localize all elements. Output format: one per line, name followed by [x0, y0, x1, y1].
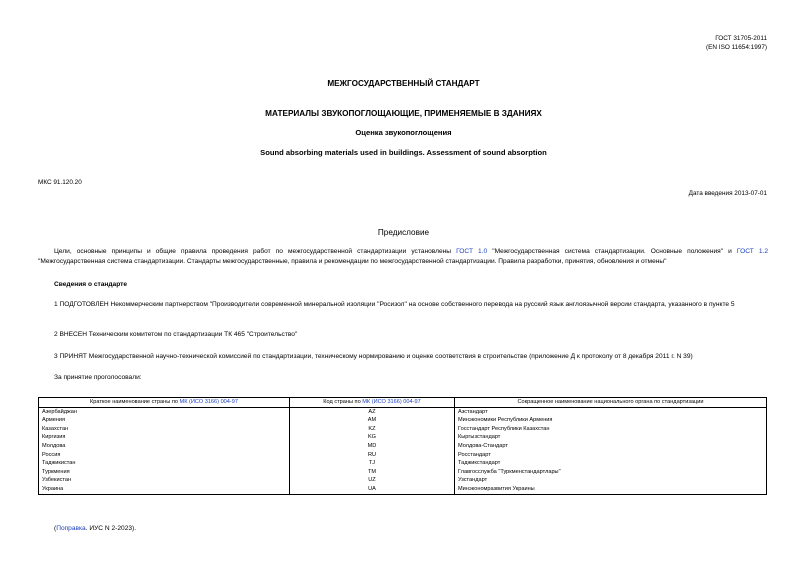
mk-iso-3166-link[interactable]: МК (ИСО 3166) 004-97	[362, 399, 421, 406]
country-name: Молдова	[39, 442, 290, 451]
country-name: Киргизия	[39, 433, 290, 442]
mk-iso-3166-link[interactable]: МК (ИСО 3166) 004-97	[179, 399, 238, 406]
gost-1-2-link[interactable]: ГОСТ 1.2	[736, 248, 768, 255]
amendment-link[interactable]: Поправка	[56, 525, 86, 532]
standard-type: МЕЖГОСУДАРСТВЕННЫЙ СТАНДАРТ	[327, 79, 480, 88]
country-code: MD	[290, 442, 455, 451]
table-row	[39, 407, 767, 416]
column-header-code	[290, 398, 455, 408]
country-code: KZ	[290, 425, 455, 434]
foreword-heading: Предисловие	[377, 228, 430, 237]
standards-body: Азстандарт	[455, 407, 767, 416]
foreword-text-part1: Цели, основные принципы и общие правила проведения работ по межгосударственной стандартизации установлены	[54, 248, 457, 255]
country-code: TM	[290, 468, 455, 477]
mks-code: МКС 91.120.20	[38, 179, 82, 186]
table-row	[39, 433, 767, 442]
gost-1-0-link[interactable]: ГОСТ 1.0	[456, 248, 488, 255]
country-code: UZ	[290, 476, 455, 485]
table-row	[39, 476, 767, 485]
column-header-code-text: Код страны по	[323, 399, 363, 406]
item-submitted: 2 ВНЕСЕН Техническим комитетом по стандартизации ТК 465 "Строительство"	[54, 331, 298, 338]
standard-title-en: Sound absorbing materials used in buildings. Assessment of sound absorption	[260, 148, 547, 157]
column-header-country	[39, 398, 290, 408]
country-name: Туркмения	[39, 468, 290, 477]
country-name: Узбекистан	[39, 476, 290, 485]
amendment-text: . ИУС N 2-2023).	[85, 525, 137, 532]
foreword-text-part2: "Межгосударственная система стандартизации. Основные положения" и	[487, 248, 737, 255]
country-code: AM	[290, 416, 455, 425]
column-header-body: Сокращенное наименование национального органа по стандартизации	[455, 398, 767, 408]
standard-subtitle-ru: Оценка звукопоглощения	[355, 128, 452, 137]
standards-body: Молдова-Стандарт	[455, 442, 767, 451]
table-row	[39, 451, 767, 460]
country-name: Украина	[39, 485, 290, 494]
country-name: Таджикистан	[39, 459, 290, 468]
table-header-row	[39, 398, 767, 408]
country-name: Казахстан	[39, 425, 290, 434]
table-row	[39, 459, 767, 468]
amendment-paren-open: (	[54, 525, 57, 532]
item-prepared: 1 ПОДГОТОВЛЕН Некоммерческим партнерством "Производители современной минеральной изоляции "Росизол" на основе собственного перевода на русский язык англоязычной версии стандарта, указанного в пункте 5	[54, 301, 735, 308]
gost-number: ГОСТ 31705-2011	[715, 35, 767, 42]
country-code: UA	[290, 485, 455, 494]
voted-label: За принятие проголосовали:	[54, 374, 142, 381]
country-name: Россия	[39, 451, 290, 460]
country-code: AZ	[290, 407, 455, 416]
table-row	[39, 442, 767, 451]
standards-body: Главгосслужба "Туркменстандартлары"	[455, 468, 767, 477]
country-code: TJ	[290, 459, 455, 468]
item-adopted: 3 ПРИНЯТ Межгосударственной научно-технической комиссией по стандартизации, техническому нормированию и оценке соответствия в строительстве (приложение Д к протоколу от 8 декабря 2011 г. N 39)	[54, 353, 693, 360]
table-row	[39, 468, 767, 477]
standards-body: Кыргызстандарт	[455, 433, 767, 442]
table-row	[39, 416, 767, 425]
country-name: Армения	[39, 416, 290, 425]
foreword-paragraph	[38, 247, 768, 266]
country-code: RU	[290, 451, 455, 460]
column-header-country-text: Краткое наименование страны по	[90, 399, 180, 406]
standards-body: Минэкономразвития Украины	[455, 485, 767, 494]
standards-body: Узстандарт	[455, 476, 767, 485]
standards-body: Минэкономики Республики Армения	[455, 416, 767, 425]
table-row	[39, 485, 767, 494]
voting-countries-table	[38, 397, 767, 495]
iso-equivalent: (EN ISO 11654:1997)	[706, 44, 767, 51]
amendment-note	[54, 524, 136, 534]
standards-body: Росстандарт	[455, 451, 767, 460]
standard-info-heading: Сведения о стандарте	[54, 281, 128, 288]
standards-body: Таджикстандарт	[455, 459, 767, 468]
country-name: Азербайджан	[39, 407, 290, 416]
country-code: KG	[290, 433, 455, 442]
standard-title-ru: МАТЕРИАЛЫ ЗВУКОПОГЛОЩАЮЩИЕ, ПРИМЕНЯЕМЫЕ В ЗДАНИЯХ	[265, 109, 542, 118]
introduction-date: Дата введения 2013-07-01	[688, 190, 767, 197]
standards-body: Госстандарт Республики Казахстан	[455, 425, 767, 434]
foreword-text-part3: "Межгосударственная система стандартизации. Стандарты межгосударственные, правила и рекомендации по межгосударственной стандартизации. Правила разработки, принятия, обновления и отмены"	[38, 257, 667, 265]
table-row	[39, 425, 767, 434]
